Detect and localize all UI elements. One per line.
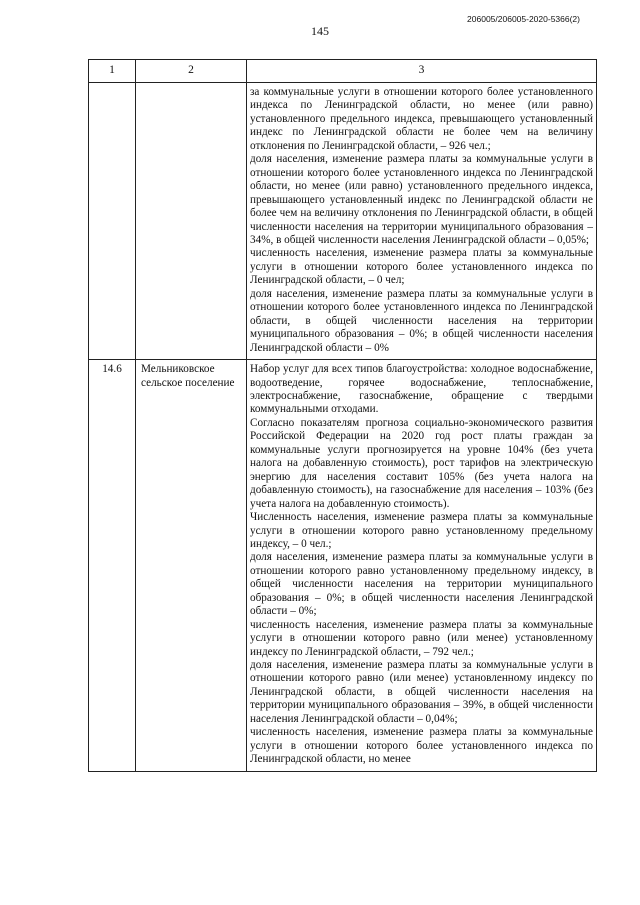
column-header: 1 bbox=[89, 60, 136, 83]
description-cell bbox=[247, 360, 597, 772]
paragraph: Согласно показателям прогноза социально-экономического развития Российской Федерации на 2020 год рост платы граждан за коммунальные услуги прогнозируется на уровне 104% (без учета налога на добавленную стоимость), рост тарифов на электрическую энергию для населения составит 105% (без учета налога на добавленную стоимость), на газоснабжение для населения – 103% (без учета налога на добавленную стоимость). bbox=[250, 416, 593, 510]
paragraph: численность населения, изменение размера платы за коммунальные услуги в отношении которого более установленного индекса по Ленинградской области, – 0 чел; bbox=[250, 247, 593, 287]
description-cell bbox=[247, 83, 597, 360]
column-header: 2 bbox=[136, 60, 247, 83]
paragraph: доля населения, изменение размера платы за коммунальные услуги в отношении которого более установленного индекса по Ленинградской области, но менее (или равно) установленного предельного индекса, превышающего установленный индекс по Ленинградской области не более чем на величину отклонения по Ленинградской области, в общей численности населения на территории муниципального образования – 34%, в общей численности населения Ленинградской области – 0,05%; bbox=[250, 153, 593, 246]
table-header-row bbox=[89, 60, 597, 83]
column-header: 3 bbox=[247, 60, 597, 83]
paragraph: доля населения, изменение размера платы за коммунальные услуги в отношении которого более установленного индекса по Ленинградской области, в общей численности населения на территории муниципального образования – 0%; в общей численности населения Ленинградской области – 0% bbox=[250, 287, 593, 354]
data-table bbox=[88, 59, 597, 772]
settlement-name-cell bbox=[136, 83, 247, 360]
page-number: 145 bbox=[311, 24, 329, 38]
table-row bbox=[89, 83, 597, 360]
paragraph: численность населения, изменение размера платы за коммунальные услуги в отношении которого более установленного индекса по Ленинградской области, но менее bbox=[250, 726, 593, 766]
table-row bbox=[89, 360, 597, 772]
paragraph: численность населения, изменение размера платы за коммунальные услуги в отношении которого равно (или менее) установленному индексу по Ленинградской области, – 792 чел.; bbox=[250, 618, 593, 658]
document-id: 206005/206005-2020-5366(2) bbox=[467, 14, 580, 24]
paragraph: доля населения, изменение размера платы за коммунальные услуги в отношении которого равно установленному предельному индексу, в общей численности населения на территории муниципального образования – 0%; в общей численности населения Ленинградской области – 0%; bbox=[250, 551, 593, 618]
paragraph: доля населения, изменение размера платы за коммунальные услуги в отношении которого равно (или менее) установленному индексу по Ленинградской области, в общей численности населения на территории муниципального образования – 39%, в общей численности населения Ленинградской области – 0,04%; bbox=[250, 659, 593, 725]
row-number-cell: 14.6 bbox=[89, 360, 136, 772]
row-number-cell bbox=[89, 83, 136, 360]
settlement-name-cell: Мельниковское сельское поселение bbox=[136, 360, 247, 772]
paragraph: Набор услуг для всех типов благоустройства: холодное водоснабжение, водоотведение, горячее водоснабжение, теплоснабжение, электроснабжение, газоснабжение, обращение с твердыми коммунальными отходами. bbox=[250, 363, 593, 416]
paragraph: за коммунальные услуги в отношении которого более установленного индекса по Ленинградской области, но менее (или равно) установленного предельного индекса, превышающего установленный индекс по Ленинградской области не более чем на величину отклонения по Ленинградской области, – 926 чел.; bbox=[250, 86, 593, 152]
paragraph: Численность населения, изменение размера платы за коммунальные услуги в отношении которого равно установленному предельному индексу, – 0 чел.; bbox=[250, 511, 593, 550]
